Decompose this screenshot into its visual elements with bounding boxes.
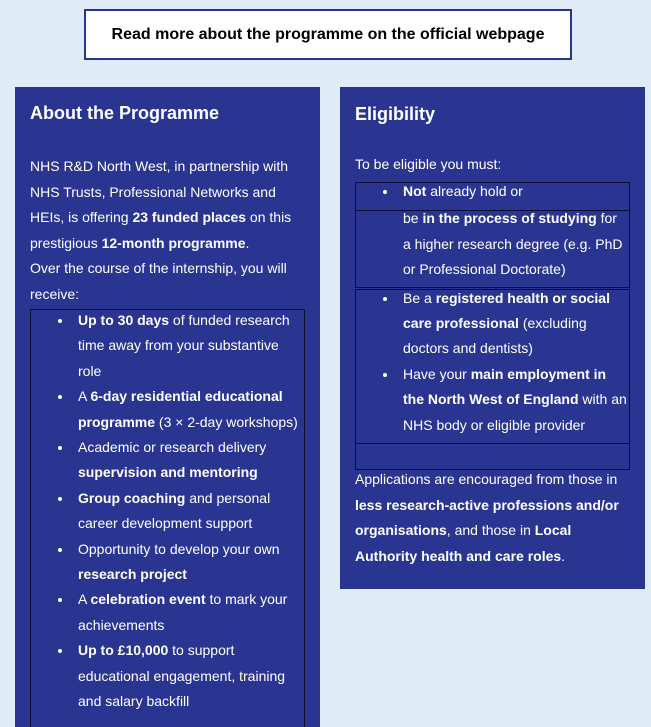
about-programme-panel [15, 87, 320, 727]
bullet-icon [58, 649, 62, 653]
benefit-item [30, 638, 320, 714]
about-programme-title: About the Programme [30, 103, 220, 123]
eligibility-line [403, 286, 645, 311]
eligibility-line [403, 206, 645, 231]
benefit-line [78, 638, 320, 663]
bullet-icon [383, 373, 387, 377]
eligibility-line: doctors and dentists) [403, 340, 533, 357]
eligibility-line [403, 362, 645, 387]
benefit-line: role [78, 362, 102, 379]
footer-bold: less research-active professions and/or [355, 496, 619, 513]
benefit-text: of funded research [169, 312, 290, 328]
about-intro-line-4 [30, 231, 315, 257]
benefit-text: A [78, 388, 91, 405]
bullet-icon [383, 190, 387, 194]
eligibility-text: already hold or [426, 183, 523, 199]
eligibility-bold: registered health or social [435, 289, 610, 306]
benefit-line [78, 410, 320, 435]
benefit-line: time away from your substantive [78, 337, 279, 354]
about-intro-line-3 [30, 205, 315, 231]
benefit-bold: 6-day residential educational [90, 388, 283, 405]
benefit-line [78, 308, 320, 333]
benefit-line [78, 587, 320, 612]
about-intro-text: prestigious [30, 234, 102, 251]
benefit-line [78, 384, 320, 409]
footer-bold: organisations [355, 522, 447, 539]
benefit-item [30, 537, 320, 588]
eligibility-line [403, 311, 645, 336]
about-intro-line-6: receive: [30, 285, 80, 302]
official-webpage-link-button[interactable] [84, 9, 572, 60]
eligibility-bold: main employment in [470, 365, 607, 382]
benefit-item [30, 486, 320, 537]
benefit-line [78, 562, 320, 587]
footer-line [355, 493, 645, 519]
benefit-line: career development support [78, 515, 253, 532]
bullet-icon [58, 395, 62, 399]
eligibility-line: or Professional Doctorate) [403, 261, 566, 278]
eligibility-line [403, 387, 645, 412]
eligibility-item [355, 362, 645, 438]
benefit-item [30, 384, 320, 435]
benefit-line [78, 460, 320, 485]
eligibility-bold: care professional [403, 315, 519, 332]
benefit-text: and personal [185, 489, 271, 506]
bullet-icon [58, 446, 62, 450]
eligibility-bold: Not [403, 183, 427, 199]
footer-line [355, 518, 645, 544]
benefit-bold: Group coaching [78, 489, 186, 506]
footer-bold: Authority health and care roles [355, 547, 562, 564]
benefit-item [30, 308, 320, 384]
about-intro-text: . [245, 234, 250, 251]
eligibility-footer-paragraph [355, 467, 645, 569]
footer-line [355, 544, 645, 570]
programme-length-highlight: 12-month programme [101, 234, 246, 251]
benefit-line: Academic or research delivery [78, 439, 267, 456]
eligibility-item [355, 179, 645, 283]
benefit-text: (3 × 2-day workshops) [155, 413, 298, 430]
funded-places-highlight: 23 funded places [132, 209, 247, 226]
about-intro-line-2: NHS Trusts, Professional Networks and [30, 183, 276, 200]
eligibility-intro: To be eligible you must: [355, 156, 502, 172]
benefit-line [78, 486, 320, 511]
benefit-text: to support [168, 642, 235, 659]
eligibility-row-box [355, 443, 630, 470]
benefits-list [30, 308, 320, 715]
bullet-icon [58, 598, 62, 602]
benefit-line: achievements [78, 616, 165, 633]
eligibility-panel [340, 87, 645, 589]
eligibility-line [403, 179, 645, 204]
official-webpage-link-label: Read more about the programme on the official webpage [111, 25, 545, 43]
footer-text: . [561, 547, 566, 564]
eligibility-line: a higher research degree (e.g. PhD [403, 235, 623, 252]
eligibility-text: be [403, 210, 423, 227]
eligibility-line: NHS body or eligible provider [403, 416, 586, 433]
benefit-bold: supervision and mentoring [78, 464, 258, 481]
benefit-bold: research project [78, 566, 187, 583]
benefit-line: and salary backfill [78, 693, 190, 710]
eligibility-criteria-list [355, 179, 645, 438]
bullet-icon [58, 319, 62, 323]
eligibility-text: with an [578, 391, 627, 408]
about-intro-text: HEIs, is offering [30, 209, 133, 226]
benefit-line: Opportunity to develop your own [78, 540, 280, 557]
benefit-bold: Up to 30 days [78, 312, 170, 328]
benefit-bold: celebration event [90, 591, 206, 608]
eligibility-text: for [596, 210, 617, 227]
bullet-icon [383, 297, 387, 301]
about-intro-paragraph [30, 154, 315, 308]
eligibility-text: Have your [403, 365, 471, 382]
eligibility-text: Be a [403, 289, 436, 306]
about-intro-line-5: Over the course of the internship, you will [30, 260, 287, 277]
eligibility-item [355, 286, 645, 362]
about-intro-line-1: NHS R&D North West, in partnership with [30, 158, 289, 174]
footer-bold: Local [534, 522, 572, 539]
eligibility-title: Eligibility [355, 104, 436, 124]
benefit-item [30, 587, 320, 638]
benefit-bold: Up to £10,000 [78, 642, 169, 659]
footer-text: , and those in [446, 522, 535, 539]
benefit-bold: programme [78, 413, 156, 430]
about-intro-text: on this [246, 209, 292, 226]
benefit-text: to mark your [205, 591, 288, 608]
eligibility-bold: in the process of studying [422, 210, 597, 227]
bullet-icon [58, 548, 62, 552]
benefit-line: educational engagement, training [78, 667, 286, 684]
eligibility-text: (excluding [518, 315, 587, 332]
eligibility-bold: the North West of England [403, 391, 579, 408]
footer-line: Applications are encouraged from those in [355, 471, 618, 487]
bullet-icon [58, 497, 62, 501]
benefit-text: A [78, 591, 91, 608]
benefit-item [30, 435, 320, 486]
